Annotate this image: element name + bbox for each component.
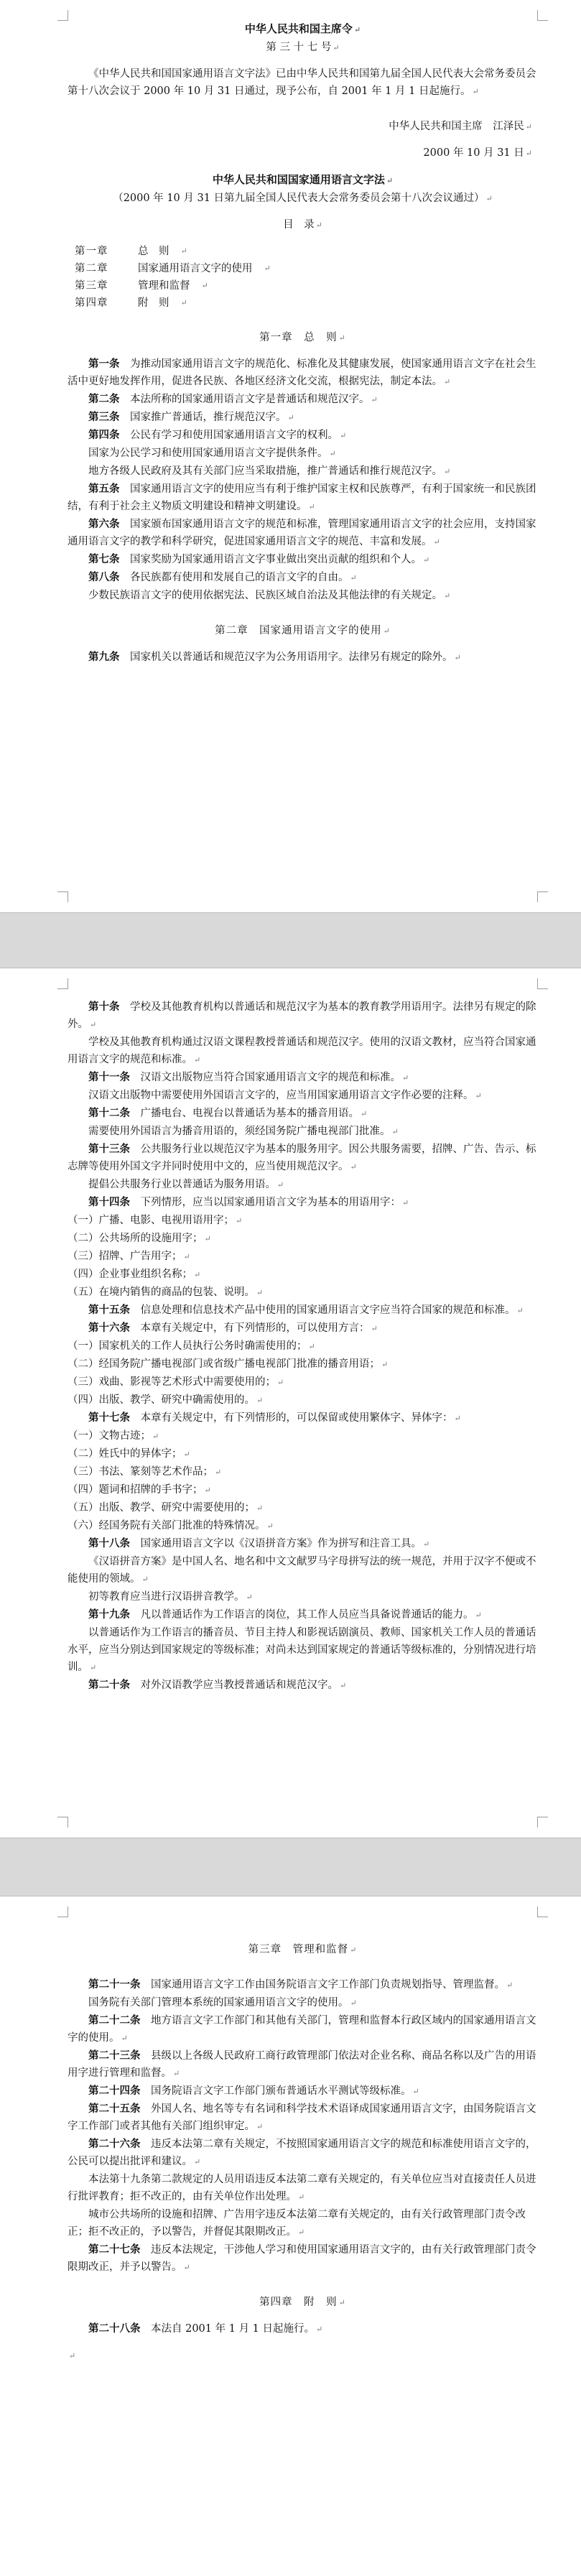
toc-title: 目 录 ↵ xyxy=(283,219,322,231)
list-item: （二）公共场所的设施用字； ↵ xyxy=(68,1233,211,1244)
paragraph: 地方各级人民政府及其有关部门应当采取措施，推广普通话和推行规范汉字。 ↵ xyxy=(88,465,451,477)
page-corner-mark xyxy=(57,978,68,989)
article: 第三条 国家推广普通话，推行规范汉字。 ↵ xyxy=(88,411,294,423)
page-corner-mark xyxy=(537,978,548,989)
article: 第二十四条 国务院语言文字工作部门颁布普通话水平测试等级标准。 ↵ xyxy=(88,2085,419,2097)
list-item: （一）国家机关的工作人员执行公务时确需使用的； ↵ xyxy=(68,1340,315,1352)
list-item: （三）戏曲、影视等艺术形式中需要使用的； ↵ xyxy=(68,1376,284,1388)
article: 第七条 国家奖励为国家通用语言文字事业做出突出贡献的组织和个人。 ↵ xyxy=(88,553,430,565)
paragraph: 少数民族语言文字的使用依据宪法、民族区域自治法及其他法律的有关规定。 ↵ xyxy=(88,590,451,601)
decree-title: 中华人民共和国主席令 ↵ xyxy=(244,22,361,35)
article: 第二十七条 违反本法规定，干涉他人学习和使用国家通用语言文字的，由有关行政管理部门责令限期改正，并予以警告。 ↵ xyxy=(68,2243,536,2273)
page-1-content xyxy=(68,20,538,667)
law-title: 中华人民共和国国家通用语言文字法 ↵ xyxy=(212,173,394,186)
article: 第二十一条 国家通用语言文字工作由国务院语言文字工作部门负责规划指导、管理监督。 ↵ xyxy=(88,1978,513,1991)
end-paragraph-mark: ↵ xyxy=(69,2351,76,2360)
page-3-content xyxy=(68,1924,538,2365)
list-item: （一）广播、电影、电视用语用字； ↵ xyxy=(68,1215,243,1226)
paragraph: 国家为公民学习和使用国家通用语言文字提供条件。 ↵ xyxy=(88,448,336,459)
document-page-1 xyxy=(0,0,581,912)
article: 第十条 学校及其他教育机构以普通话和规范汉字为基本的教育教学用语用字。法律另有规定的除外。 ↵ xyxy=(68,1001,536,1030)
paragraph: 汉语文出版物中需要使用外国语言文字的，应当用国家通用语言文字作必要的注释。 ↵ xyxy=(88,1090,482,1101)
list-item: （一）文物古迹； ↵ xyxy=(68,1430,159,1442)
paragraph: 初等教育应当进行汉语拼音教学。 ↵ xyxy=(88,1591,253,1603)
toc-item: 第四章 附 则 ↵ xyxy=(75,297,187,309)
page-corner-mark xyxy=(537,1817,548,1827)
paragraph: 城市公共场所的设施和招牌、广告用字违反本法第二章有关规定的，由有关行政管理部门责令改正；拒不改正的，予以警告，并督促其限期改正。 ↵ xyxy=(68,2209,526,2238)
page-corner-mark xyxy=(57,10,68,21)
page-separator xyxy=(0,912,581,968)
decree-number: 第 三 十 七 号 ↵ xyxy=(266,42,340,53)
toc-item: 第一章 总 则 ↵ xyxy=(75,246,187,257)
paragraph: 《汉语拼音方案》是中国人名、地名和中文文献罗马字母拼写法的统一规范，并用于汉字不便或不能使用的领域。 ↵ xyxy=(68,1556,536,1585)
chapter-4-title: 第四章 附 则 ↵ xyxy=(259,2297,346,2308)
page-corner-mark xyxy=(57,891,68,902)
article: 第五条 国家通用语言文字的使用应当有利于维护国家主权和民族尊严，有利于国家统一和民族团结，有利于社会主义物质文明建设和精神文明建设。 ↵ xyxy=(68,483,536,512)
list-item: （五）在境内销售的商品的包装、说明。 ↵ xyxy=(68,1287,264,1298)
list-item: （三）书法、篆刻等艺术作品； ↵ xyxy=(68,1466,222,1478)
article: 第十八条 国家通用语言文字以《汉语拼音方案》作为拼写和注音工具。 ↵ xyxy=(88,1537,430,1549)
list-item: （二）姓氏中的异体字； ↵ xyxy=(68,1448,190,1460)
page-corner-mark xyxy=(537,1906,548,1917)
page-corner-mark xyxy=(57,1906,68,1917)
chapter-2-title: 第二章 国家通用语言文字的使用 ↵ xyxy=(215,625,391,636)
page-2-content xyxy=(68,999,538,1695)
list-item: （四）企业事业组织名称； ↵ xyxy=(68,1269,201,1280)
list-item: （四）出版、教学、研究中确需使用的。 ↵ xyxy=(68,1394,264,1406)
article: 第八条 各民族都有使用和发展自己的语言文字的自由。 ↵ xyxy=(88,571,357,583)
page-corner-mark xyxy=(537,10,548,21)
paragraph: 本法第十九条第二款规定的人员用语违反本法第二章有关规定的，有关单位应当对直接责任人员进行批评教育；拒不改正的，由有关单位作出处理。 ↵ xyxy=(68,2174,536,2202)
article: 第十七条 本章有关规定中，有下列情形的，可以保留或使用繁体字、异体字： ↵ xyxy=(88,1412,461,1424)
article: 第二十三条 县级以上各级人民政府工商行政管理部门依法对企业名称、商品名称以及广告的用语用字进行管理和监督。 ↵ xyxy=(68,2049,536,2079)
article: 第四条 公民有学习和使用国家通用语言文字的权利。 ↵ xyxy=(88,429,347,441)
article: 第一条 为推动国家通用语言文字的规范化、标准化及其健康发展，使国家通用语言文字在社会生活中更好地发挥作用，促进各民族、各地区经济文化交流，根据宪法，制定本法。 ↵ xyxy=(68,358,536,387)
toc-item: 第三章 管理和监督 ↵ xyxy=(75,280,208,292)
article: 第十三条 公共服务行业以规范汉字为基本的服务用字。因公共服务需要，招牌、广告、告示、标志牌等使用外国文字并同时使用中文的，应当使用规范汉字。 ↵ xyxy=(68,1143,536,1172)
page-corner-mark xyxy=(57,1817,68,1827)
article: 第十四条 下列情形，应当以国家通用语言文字为基本的用语用字： ↵ xyxy=(88,1196,409,1208)
list-item: （三）招牌、广告用字； ↵ xyxy=(68,1251,190,1262)
chapter-3-title: 第三章 管理和监督 ↵ xyxy=(248,1944,358,1955)
toc-item: 第二章 国家通用语言文字的使用 ↵ xyxy=(75,263,271,274)
list-item: （五）出版、教学、研究中需要使用的； ↵ xyxy=(68,1502,264,1514)
paragraph: 提倡公共服务行业以普通话为服务用语。 ↵ xyxy=(88,1179,284,1190)
decree-signer: 中华人民共和国主席 江泽民 ↵ xyxy=(389,121,532,132)
document-page-2 xyxy=(0,968,581,1838)
article: 第二十八条 本法自 2001 年 1 月 1 日起施行。 ↵ xyxy=(88,2322,323,2335)
article: 第二十五条 外国人名、地名等专有名词和科学技术术语译成国家通用语言文字，由国务院语言文字工作部门或者其他有关部门组织审定。 ↵ xyxy=(68,2103,536,2132)
page-separator xyxy=(0,1838,581,1896)
article: 第二十六条 违反本法第二章有关规定，不按照国家通用语言文字的规范和标准使用语言文字的，公民可以提出批评和建议。 ↵ xyxy=(68,2138,536,2167)
chapter-1-title: 第一章 总 则 ↵ xyxy=(259,332,346,343)
article: 第十六条 本章有关规定中，有下列情形的，可以使用方言： ↵ xyxy=(88,1322,378,1334)
article: 第九条 国家机关以普通话和规范汉字为公务用语用字。法律另有规定的除外。 ↵ xyxy=(88,651,461,663)
article: 第十二条 广播电台、电视台以普通话为基本的播音用语。 ↵ xyxy=(88,1107,368,1119)
decree-intro: 《中华人民共和国国家通用语言文字法》已由中华人民共和国第九届全国人民代表大会常务委员会第十八次会议于 2000 年 10 月 31 日通过，现予公布，自 2001 年 1 月 1 日起施行。 ↵ xyxy=(68,68,536,97)
document-page-3 xyxy=(0,1896,581,2576)
article: 第二条 本法所称的国家通用语言文字是普通话和规范汉字。 ↵ xyxy=(88,393,378,405)
paragraph: 国务院有关部门管理本系统的国家通用语言文字的使用。 ↵ xyxy=(88,1997,357,2009)
decree-date: 2000 年 10 月 31 日 ↵ xyxy=(423,147,532,159)
list-item: （二）经国务院广播电视部门或省级广播电视部门批准的播音用语； ↵ xyxy=(68,1358,389,1370)
paragraph: 需要使用外国语言为播音用语的，须经国务院广播电视部门批准。 ↵ xyxy=(88,1126,399,1137)
paragraph: 以普通话作为工作语言的播音员、节目主持人和影视话剧演员、教师、国家机关工作人员的普通话水平，应当分别达到国家规定的等级标准；对尚未达到国家规定的普通话等级标准的，分别情况进行培训。 ↵ xyxy=(68,1627,536,1673)
article: 第六条 国家颁布国家通用语言文字的规范和标准，管理国家通用语言文字的社会应用，支持国家通用语言文字的教学和科学研究，促进国家通用语言文字的规范、丰富和发展。 ↵ xyxy=(68,518,536,547)
list-item: （四）题词和招牌的手书字； ↵ xyxy=(68,1484,211,1496)
article: 第十五条 信息处理和信息技术产品中使用的国家通用语言文字应当符合国家的规范和标准。 ↵ xyxy=(88,1304,524,1316)
article: 第十九条 凡以普通话作为工作语言的岗位，其工作人员应当具备说普通话的能力。 ↵ xyxy=(88,1608,482,1621)
page-corner-mark xyxy=(537,891,548,902)
article: 第二十条 对外汉语教学应当教授普通话和规范汉字。 ↵ xyxy=(88,1679,347,1691)
article: 第十一条 汉语文出版物应当符合国家通用语言文字的规范和标准。 ↵ xyxy=(88,1071,409,1083)
list-item: （六）经国务院有关部门批准的特殊情况。 ↵ xyxy=(68,1520,274,1532)
paragraph: 学校及其他教育机构通过汉语文课程教授普通话和规范汉字。使用的汉语文教材，应当符合国家通用语言文字的规范和标准。 ↵ xyxy=(68,1037,536,1065)
article: 第二十二条 地方语言文字工作部门和其他有关部门，管理和监督本行政区域内的国家通用语言文字的使用。 ↵ xyxy=(68,2014,536,2044)
law-subtitle: （2000 年 10 月 31 日第九届全国人民代表大会常务委员会第十八次会议通过） ↵ xyxy=(113,193,493,204)
